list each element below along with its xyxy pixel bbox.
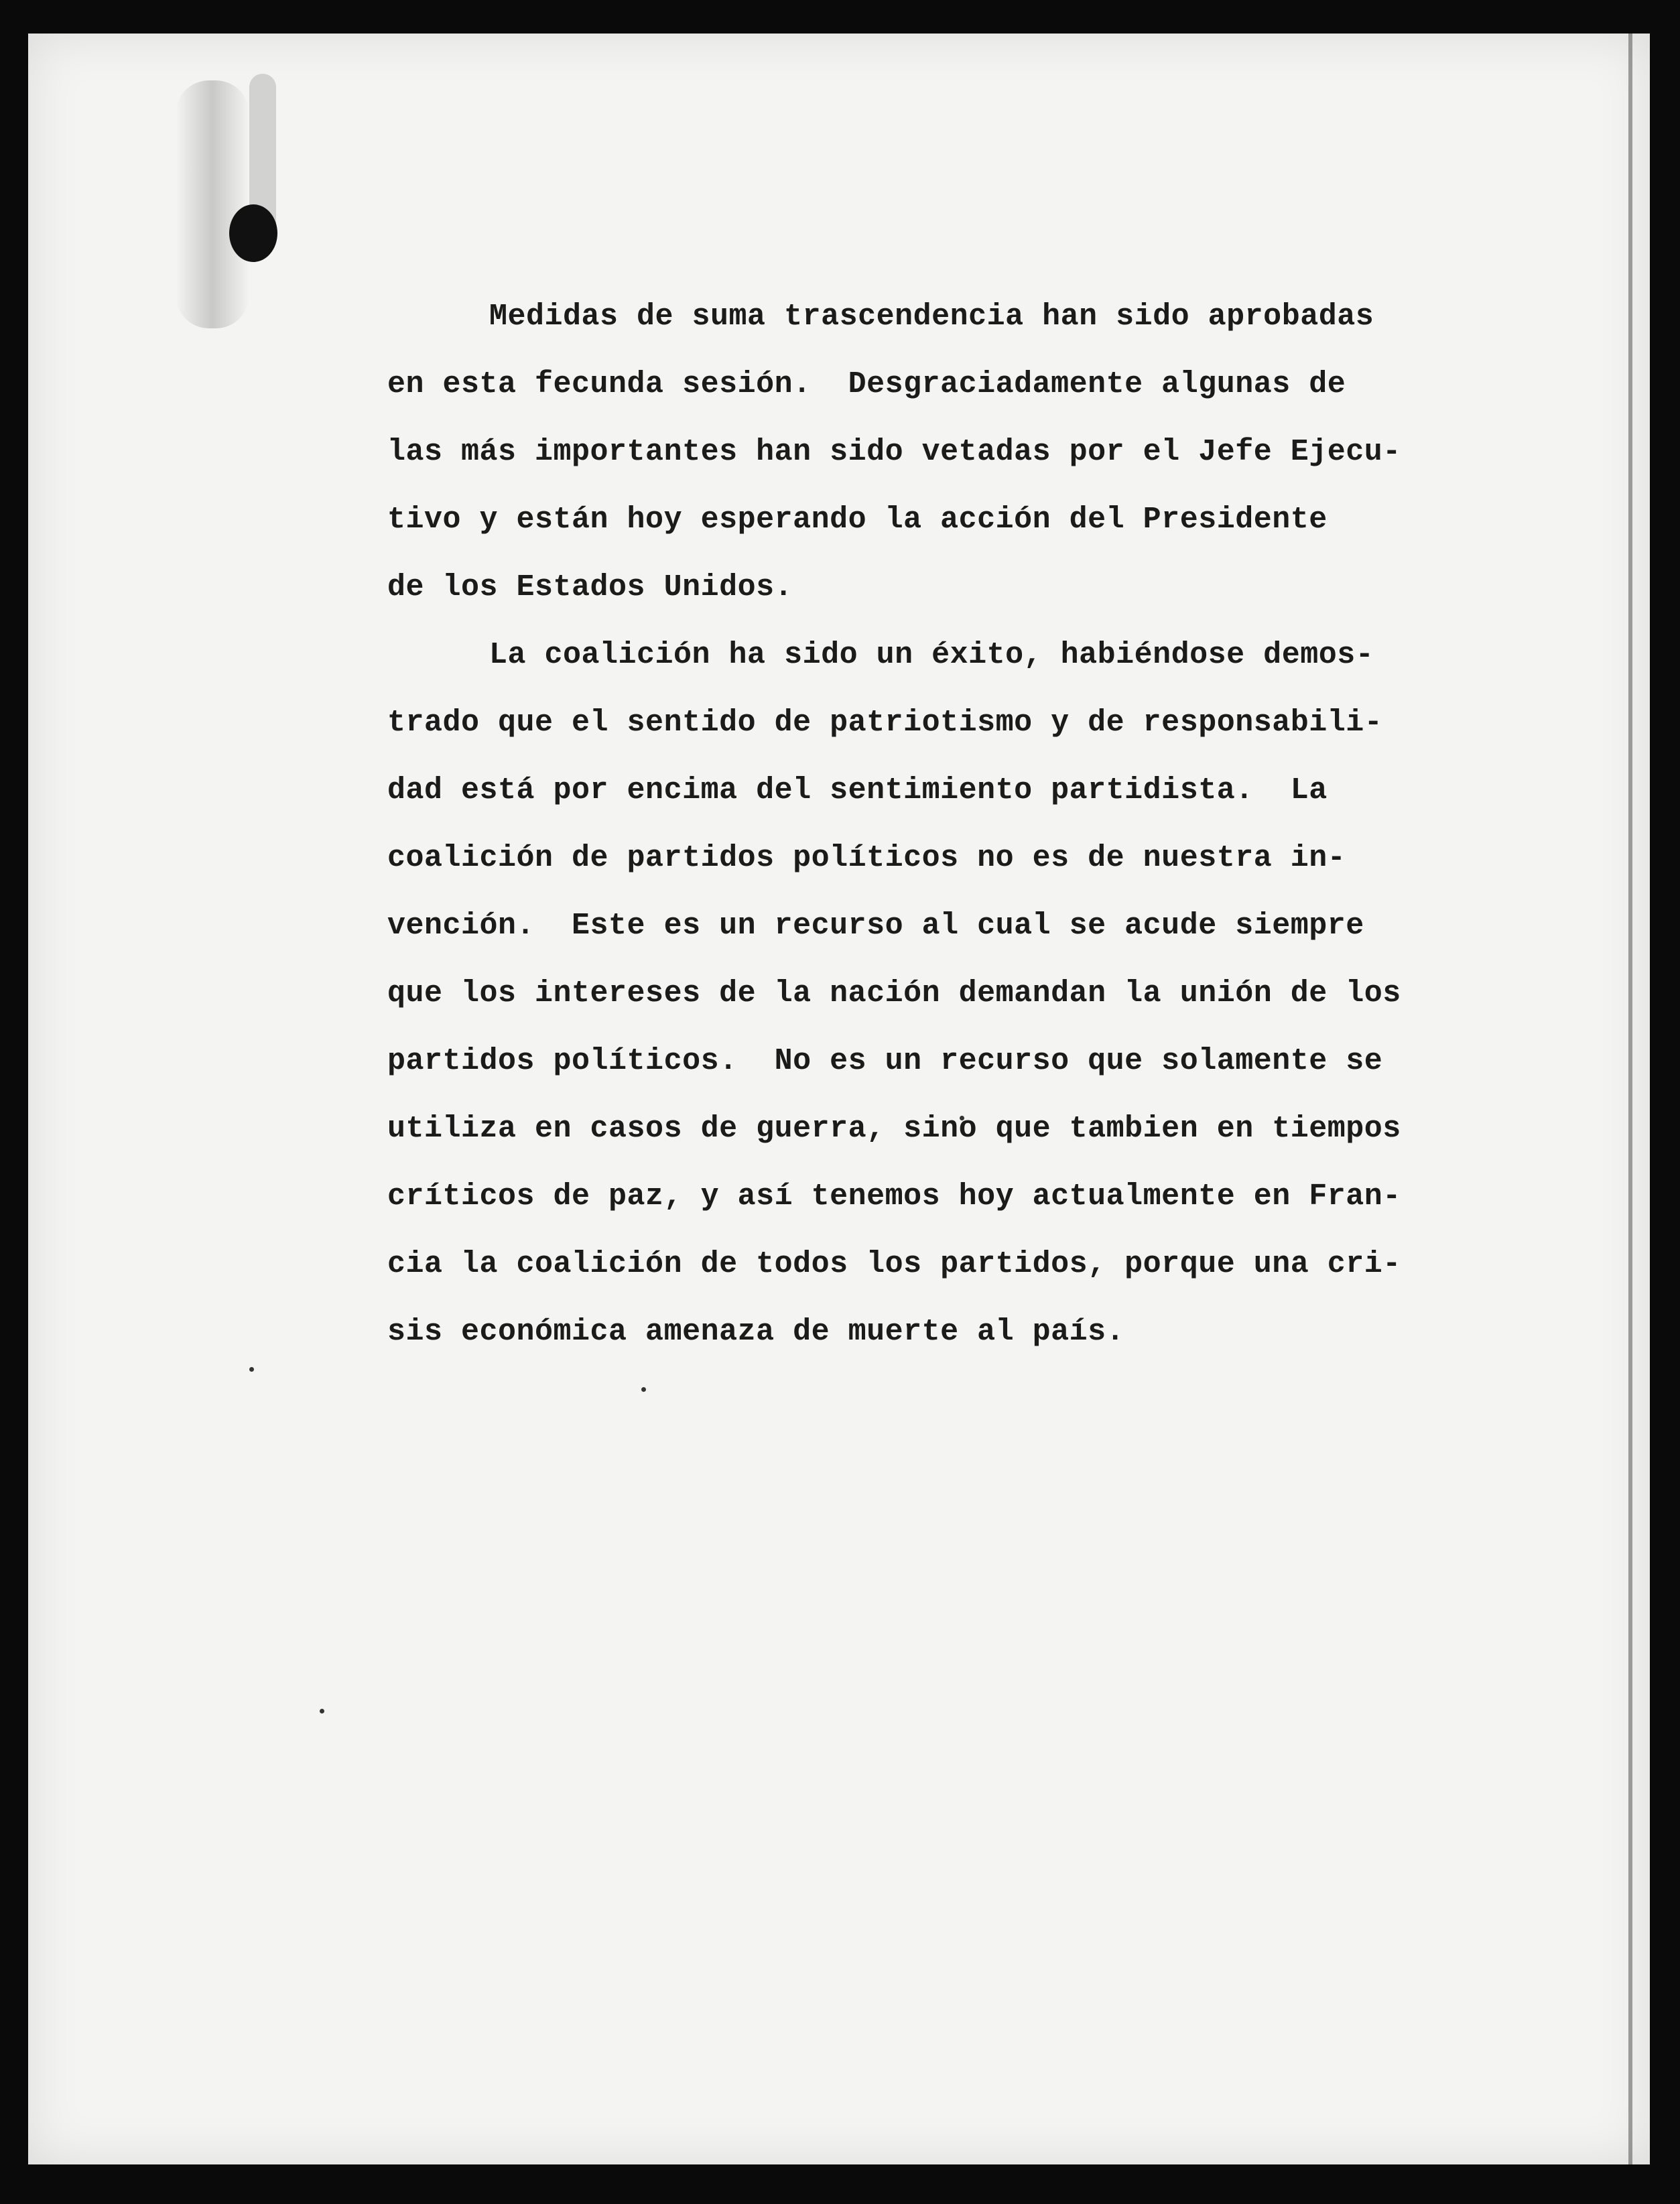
page-edge-shadow [1628, 34, 1632, 2164]
text-line: La coalición ha sido un éxito, habiéndose demos- [489, 638, 1374, 672]
text-line: críticos de paz, y así tenemos hoy actualmente en Fran- [387, 1179, 1401, 1214]
typewritten-page [28, 34, 1650, 2164]
text-line: trado que el sentido de patriotismo y de responsabili- [387, 706, 1383, 740]
text-line: las más importantes han sido vetadas por el Jefe Ejecu- [387, 435, 1401, 469]
ink-speck [249, 1367, 254, 1372]
text-line: dad está por encima del sentimiento partidista. La [387, 773, 1328, 807]
punch-hole-mark [229, 204, 277, 262]
text-line: en esta fecunda sesión. Desgraciadamente algunas de [387, 367, 1346, 401]
text-line: sis económica amenaza de muerte al país. [387, 1315, 1125, 1349]
text-line: utiliza en casos de guerra, sino que tambien en tiempos [387, 1112, 1401, 1146]
ink-speck [641, 1387, 646, 1392]
text-line: que los intereses de la nación demandan la unión de los [387, 976, 1401, 1011]
text-line: de los Estados Unidos. [387, 570, 793, 604]
text-line: vención. Este es un recurso al cual se acude siempre [387, 909, 1364, 943]
text-line: tivo y están hoy esperando la acción del Presidente [387, 503, 1328, 537]
body-text [387, 283, 1513, 1366]
binding-smudge [176, 80, 249, 328]
ink-speck [320, 1709, 324, 1713]
text-line: cia la coalición de todos los partidos, porque una cri- [387, 1247, 1401, 1281]
text-line: partidos políticos. No es un recurso que solamente se [387, 1044, 1383, 1078]
text-line: coalición de partidos políticos no es de nuestra in- [387, 841, 1346, 875]
text-line: Medidas de suma trascendencia han sido aprobadas [489, 300, 1374, 334]
